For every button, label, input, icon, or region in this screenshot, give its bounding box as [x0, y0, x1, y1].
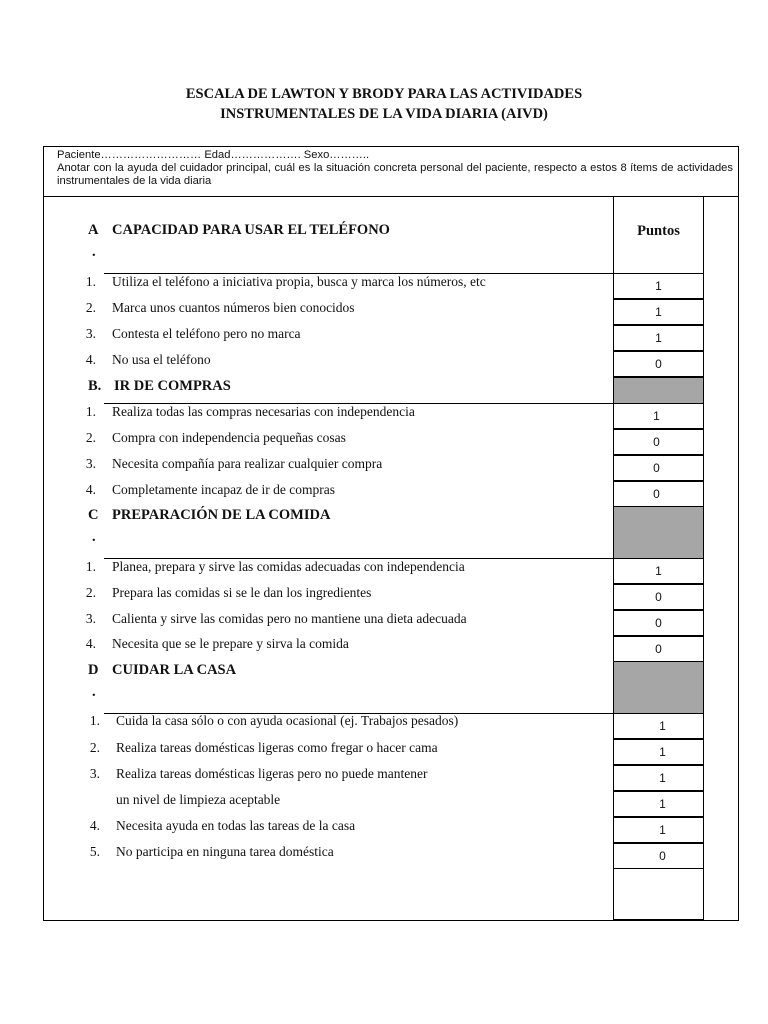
- item-text: Cuida la casa sólo o con ayuda ocasional (ej. Trabajos pesados): [116, 713, 459, 728]
- shaded-cell: [613, 377, 704, 404]
- item-number: 1.: [89, 713, 100, 728]
- header-separator: [43, 196, 739, 197]
- item-number: 4.: [85, 352, 96, 367]
- item-number: 3.: [85, 326, 96, 341]
- section-letter: D: [88, 662, 99, 678]
- item-text: Necesita ayuda en todas las tareas de la casa: [116, 818, 356, 833]
- score-cell: 1: [613, 765, 704, 791]
- patient-info: [57, 149, 733, 187]
- item-text: Realiza todas las compras necesarias con independencia: [112, 404, 415, 419]
- instructions: Anotar con la ayuda del cuidador principal, cuál es la situación concreta personal del paciente, respecto a estos 8 ítems de actividades instrumentales de la vida diaria: [57, 161, 733, 187]
- section-title: PREPARACIÓN DE LA COMIDA: [112, 507, 331, 523]
- item-text: Necesita compañía para realizar cualquier compra: [112, 456, 383, 471]
- points-column-bottom-border: [613, 919, 704, 920]
- score-cell: 1: [613, 403, 704, 429]
- section-title: CAPACIDAD PARA USAR EL TELÉFONO: [112, 222, 390, 238]
- item-number: 1.: [85, 274, 96, 289]
- item-number: 1.: [85, 404, 96, 419]
- score-cell: 0: [613, 610, 704, 636]
- item-text: un nivel de limpieza aceptable: [116, 792, 281, 807]
- title-line-1: ESCALA DE LAWTON Y BRODY PARA LAS ACTIVIDADES: [185, 86, 583, 102]
- item-number: 2.: [85, 300, 96, 315]
- section-letter: A: [88, 222, 99, 238]
- item-number: 3.: [85, 456, 96, 471]
- score-cell: 0: [613, 481, 704, 507]
- item-text: Utiliza el teléfono a iniciativa propia, busca y marca los números, etc: [112, 274, 486, 289]
- score-cell: 1: [613, 558, 704, 584]
- item-number: 4.: [85, 482, 96, 497]
- section-letter-dot: .: [92, 529, 96, 545]
- section-letter-dot: .: [92, 684, 96, 700]
- shaded-cell: [613, 506, 704, 559]
- item-text: Contesta el teléfono pero no marca: [112, 326, 301, 341]
- score-cell: 0: [613, 843, 704, 869]
- item-text: Marca unos cuantos números bien conocidos: [112, 300, 355, 315]
- item-text: Realiza tareas domésticas ligeras pero no puede mantener: [116, 766, 428, 781]
- item-number: 3.: [85, 611, 96, 626]
- score-cell: 1: [613, 817, 704, 843]
- section-letter: B.: [88, 378, 102, 394]
- item-number: 3.: [89, 766, 100, 781]
- section-letter: C: [88, 507, 99, 523]
- item-number: 4.: [85, 636, 96, 651]
- score-cell: 1: [613, 739, 704, 765]
- item-text: No usa el teléfono: [112, 352, 211, 367]
- score-cell: 1: [613, 791, 704, 817]
- score-cell: 1: [613, 713, 704, 739]
- item-number: 1.: [85, 559, 96, 574]
- points-header: Puntos: [637, 223, 680, 239]
- section-title: IR DE COMPRAS: [114, 378, 231, 394]
- score-cell: 1: [613, 273, 704, 299]
- item-text: Necesita que se le prepare y sirva la comida: [112, 636, 349, 651]
- item-text: Completamente incapaz de ir de compras: [112, 482, 336, 497]
- item-number: 5.: [89, 844, 100, 859]
- section-letter-dot: .: [92, 244, 96, 260]
- score-cell: 0: [613, 584, 704, 610]
- item-text: Planea, prepara y sirve las comidas adecuadas con independencia: [112, 559, 465, 574]
- score-cell: 0: [613, 455, 704, 481]
- item-number: 4.: [89, 818, 100, 833]
- shaded-cell: [613, 661, 704, 714]
- title-line-2: INSTRUMENTALES DE LA VIDA DIARIA (AIVD): [220, 106, 548, 122]
- item-text: No participa en ninguna tarea doméstica: [116, 844, 334, 859]
- item-text: Compra con independencia pequeñas cosas: [112, 430, 346, 445]
- item-number: 2.: [85, 585, 96, 600]
- item-number: 2.: [89, 740, 100, 755]
- score-cell: 1: [613, 299, 704, 325]
- score-cell: 0: [613, 351, 704, 377]
- score-cell: 1: [613, 325, 704, 351]
- item-number: 2.: [85, 430, 96, 445]
- item-text: Calienta y sirve las comidas pero no mantiene una dieta adecuada: [112, 611, 467, 626]
- item-text: Prepara las comidas si se le dan los ingredientes: [112, 585, 372, 600]
- item-text: Realiza tareas domésticas ligeras como fregar o hacer cama: [116, 740, 438, 755]
- score-cell: 0: [613, 429, 704, 455]
- section-title: CUIDAR LA CASA: [112, 662, 237, 678]
- patient-fields: Paciente……………………… Edad………………. Sexo………..: [57, 149, 370, 161]
- score-cell: 0: [613, 636, 704, 662]
